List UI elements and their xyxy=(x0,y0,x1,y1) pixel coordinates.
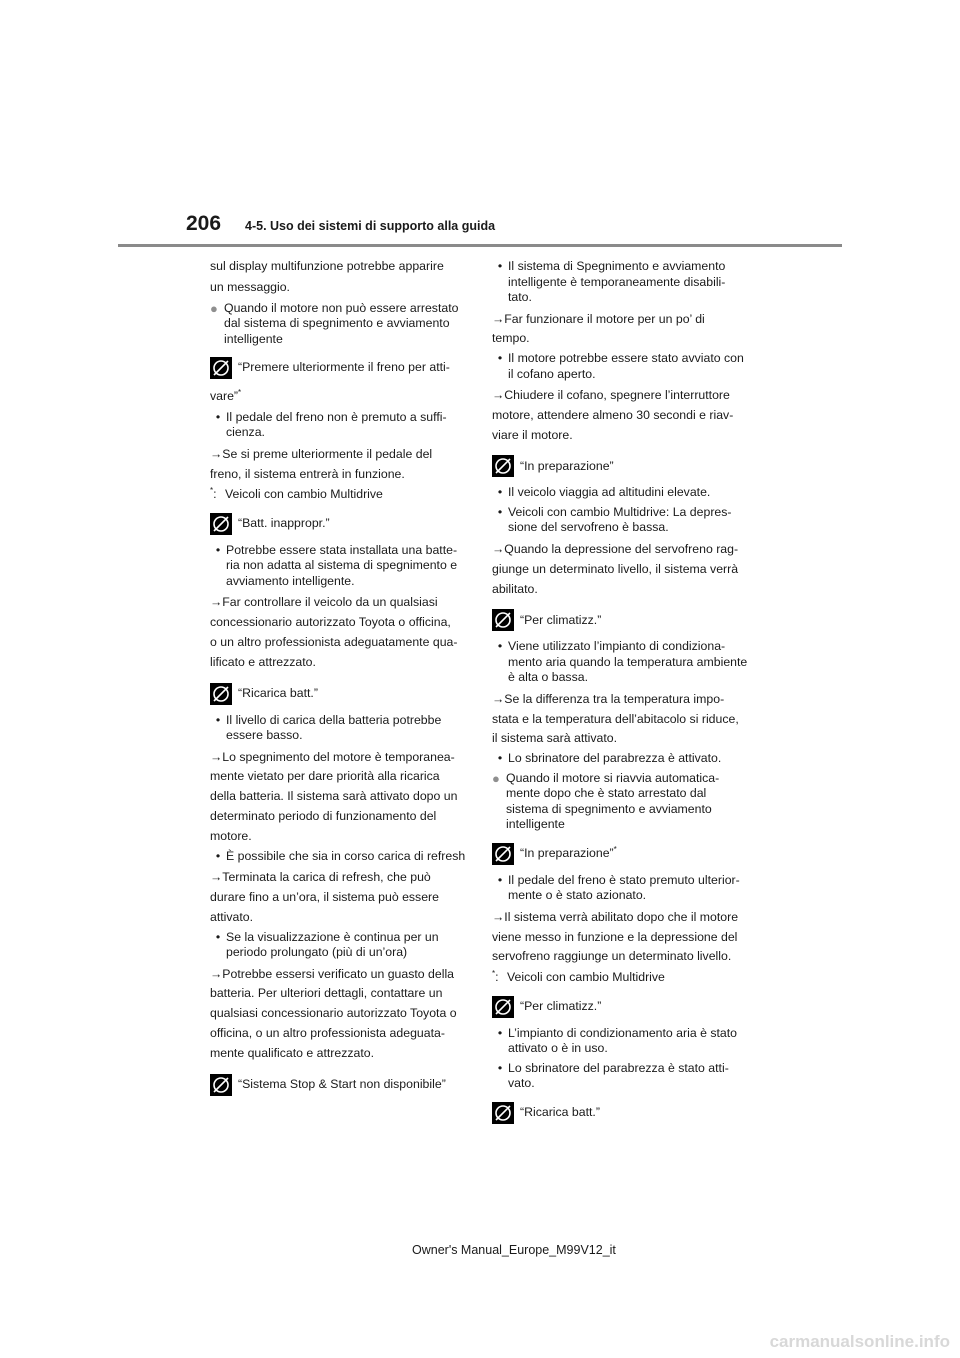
bullet-icon: • xyxy=(497,1060,503,1075)
message-heading xyxy=(492,609,750,631)
message-heading xyxy=(210,1074,468,1096)
bullet-text: Veicoli con cambio Multidrive: La depres- sione del servofreno è bassa. xyxy=(508,504,732,535)
message-title: “In preparazione” xyxy=(520,458,614,473)
bullet-text: Il pedale del freno è stato premuto ulterior- mente o è stato azionato. xyxy=(508,872,740,903)
bullet-item xyxy=(492,351,750,382)
bullet-item xyxy=(492,639,750,686)
bullet-icon: • xyxy=(215,542,221,557)
condition-item xyxy=(210,301,468,348)
bullet-icon: • xyxy=(497,872,503,887)
result-line: →Se si preme ulteriormente il pedale del xyxy=(210,446,433,461)
message-heading xyxy=(492,1102,750,1124)
result-line: →Potrebbe essersi verificato un guasto della xyxy=(210,966,455,981)
result-line: abilitato. xyxy=(492,581,538,596)
result-line: determinato periodo di funzionamento del xyxy=(210,809,437,824)
watermark: carmanualsonline.info xyxy=(769,1332,950,1351)
bullet-item xyxy=(210,713,468,744)
message-title: “Premere ulteriormente il freno per atti- xyxy=(238,360,450,375)
indicator-icon xyxy=(210,683,232,705)
indicator-icon xyxy=(492,455,514,477)
result-line: freno, il sistema entrerà in funzione. xyxy=(210,466,405,481)
bullet-item xyxy=(210,543,468,590)
bullet-icon: • xyxy=(215,848,221,863)
bullet-item xyxy=(492,485,750,501)
bullet-text: Il veicolo viaggia ad altitudini elevate. xyxy=(508,485,711,500)
result-line: o un altro professionista adeguatamente qua- xyxy=(210,635,458,650)
footer-label: Owner's Manual_Europe_M99V12_it xyxy=(412,1243,616,1257)
bullet-text: È possibile che sia in corso carica di refresh xyxy=(226,848,466,863)
right-column xyxy=(492,257,750,1132)
footnote-text: Veicoli con cambio Multidrive xyxy=(225,487,383,502)
bullet-text: Il sistema di Spegnimento e avviamento intelligente è temporaneamente disabili- tato. xyxy=(508,259,726,304)
bullet-icon: • xyxy=(497,751,503,766)
bullet-icon: • xyxy=(497,639,503,654)
result-line: →Quando la depressione del servofreno rag- xyxy=(492,541,739,556)
result-line: viare il motore. xyxy=(492,427,573,442)
result-line: →Far funzionare il motore per un po’ di xyxy=(492,311,705,326)
message-heading xyxy=(492,843,750,865)
result-line: →Far controllare il veicolo da un qualsiasi xyxy=(210,595,438,610)
message-title: “In preparazione”* xyxy=(520,844,617,861)
message-title: “Batt. inappropr.” xyxy=(238,516,330,531)
bullet-icon: • xyxy=(215,712,221,727)
intro-line: sul display multifunzione potrebbe apparire xyxy=(210,259,444,273)
indicator-icon xyxy=(210,357,232,379)
condition-item xyxy=(492,771,750,833)
bullet-icon: • xyxy=(497,351,503,366)
bullet-text: Viene utilizzato l’impianto di condiziona- mento aria quando la temperatura ambiente è alta o bassa. xyxy=(508,639,748,685)
condition-text: Quando il motore non può essere arrestato dal sistema di spegnimento e avviamento intelligente xyxy=(224,300,459,346)
bullet-text: Il livello di carica della batteria potrebbe essere basso. xyxy=(226,712,442,743)
bullet-item xyxy=(492,1061,750,1092)
footnote-text: Veicoli con cambio Multidrive xyxy=(507,970,665,985)
bullet-text: Il motore potrebbe essere stato avviato con il cofano aperto. xyxy=(508,351,744,381)
bullet-icon: • xyxy=(215,929,221,944)
message-title: “Per climatizz.” xyxy=(520,612,602,627)
message-heading xyxy=(210,683,468,705)
bullet-icon: • xyxy=(497,485,503,500)
bullet-icon: • xyxy=(497,259,503,273)
bullet-text: Se la visualizzazione è continua per un periodo prolungato (più di un’ora) xyxy=(226,929,439,960)
result-line: il sistema sarà attivato. xyxy=(492,731,618,746)
condition-text: Quando il motore si riavvia automatica- mente dopo che è stato arrestato dal sistema di spegnimento e avviamento intelligente xyxy=(506,770,720,832)
result-line: →Terminata la carica di refresh, che può xyxy=(210,870,431,885)
bullet-item xyxy=(492,873,750,904)
result-line: viene messo in funzione e la depressione del xyxy=(492,929,738,944)
bullet-icon: • xyxy=(497,504,503,519)
result-line: qualsiasi concessionario autorizzato Toyota o xyxy=(210,1006,457,1021)
result-line: concessionario autorizzato Toyota o officina, xyxy=(210,615,451,630)
result-line: mente qualificato e attrezzato. xyxy=(210,1045,375,1060)
message-title: “Sistema Stop & Start non disponibile” xyxy=(238,1076,446,1091)
bullet-item xyxy=(492,751,750,767)
intro-line: un messaggio. xyxy=(210,279,290,294)
result-line: motore. xyxy=(210,828,252,843)
result-line: stata e la temperatura dell’abitacolo si riduce, xyxy=(492,711,739,726)
left-column xyxy=(210,257,468,1104)
result-line: servofreno raggiunge un determinato livello. xyxy=(492,949,732,964)
header-rule xyxy=(118,244,842,247)
message-title: “Ricarica batt.” xyxy=(520,1104,600,1119)
indicator-icon xyxy=(492,996,514,1018)
result-line: →Lo spegnimento del motore è temporanea- xyxy=(210,749,455,764)
bullet-item xyxy=(210,930,468,961)
result-line: lificato e attrezzato. xyxy=(210,654,316,669)
page-number: 206 xyxy=(186,212,222,235)
bullet-text: Lo sbrinatore del parabrezza è stato atti- vato. xyxy=(508,1060,729,1091)
indicator-icon xyxy=(492,843,514,865)
dot-icon: ● xyxy=(492,770,500,786)
message-title: “Ricarica batt.” xyxy=(238,685,318,700)
message-heading xyxy=(492,996,750,1018)
result-line: officina, o un altro professionista adeguata- xyxy=(210,1025,445,1040)
result-line: batteria. Per ulteriori dettagli, contattare un xyxy=(210,986,443,1001)
section-title: 4-5. Uso dei sistemi di supporto alla guida xyxy=(245,219,496,233)
result-line: →Chiudere il cofano, spegnere l’interruttore xyxy=(492,388,730,403)
result-line: →Se la differenza tra la temperatura impo- xyxy=(492,691,725,706)
bullet-icon: • xyxy=(215,409,221,424)
footnote: *: Veicoli con cambio Multidrive xyxy=(210,487,468,503)
indicator-icon xyxy=(210,1074,232,1096)
bullet-item xyxy=(492,259,750,306)
result-line: mente vietato per dare priorità alla ricarica xyxy=(210,769,440,784)
indicator-icon xyxy=(492,609,514,631)
indicator-icon xyxy=(210,513,232,535)
result-line: tempo. xyxy=(492,331,530,346)
result-line: attivato. xyxy=(210,909,254,924)
message-heading xyxy=(492,455,750,477)
bullet-item xyxy=(210,410,468,441)
bullet-icon: • xyxy=(497,1025,503,1040)
result-line: durare fino a un’ora, il sistema può essere xyxy=(210,889,439,904)
dot-icon: ● xyxy=(210,300,218,316)
bullet-item xyxy=(210,849,468,865)
bullet-text: Potrebbe essere stata installata una batte- ria non adatta al sistema di spegnimento e avviamento intelligente. xyxy=(226,542,458,588)
footnote: *: Veicoli con cambio Multidrive xyxy=(492,970,750,986)
bullet-text: Lo sbrinatore del parabrezza è attivato. xyxy=(508,751,722,766)
result-line: della batteria. Il sistema sarà attivato dopo un xyxy=(210,789,458,804)
message-heading xyxy=(210,513,468,535)
message-title: “Per climatizz.” xyxy=(520,998,602,1013)
bullet-text: L’impianto di condizionamento aria è stato attivato o è in uso. xyxy=(508,1025,737,1056)
indicator-icon xyxy=(492,1102,514,1124)
result-line: →Il sistema verrà abilitato dopo che il motore xyxy=(492,909,739,924)
bullet-item xyxy=(492,1026,750,1057)
message-title-cont: vare”* xyxy=(210,388,242,404)
result-line: giunge un determinato livello, il sistema verrà xyxy=(492,561,739,576)
message-heading xyxy=(210,357,468,379)
bullet-text: Il pedale del freno non è premuto a suffi- cienza. xyxy=(226,409,447,440)
bullet-item xyxy=(492,505,750,536)
result-line: motore, attendere almeno 30 secondi e riav- xyxy=(492,407,734,422)
